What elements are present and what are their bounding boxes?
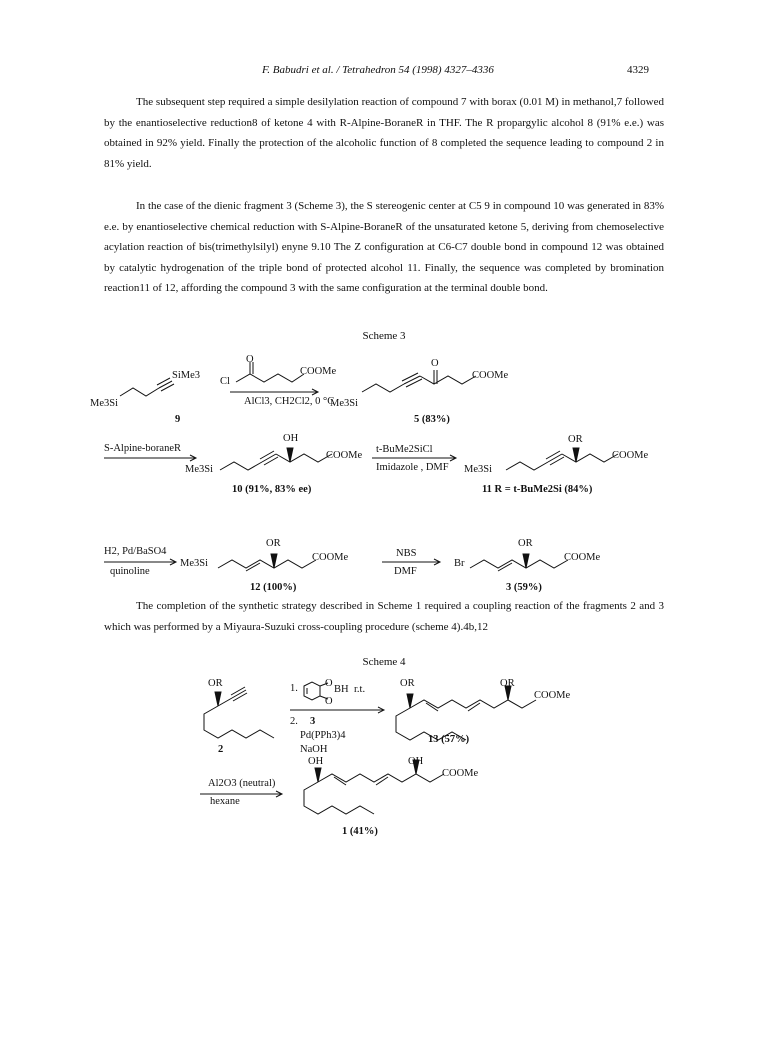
cmpd10-chain: [220, 462, 262, 470]
step1-num: 1.: [290, 683, 298, 694]
cmpd2-or: OR: [208, 678, 223, 689]
compound-11-label: 11 R = t-BuMe2Si (84%): [482, 484, 593, 495]
reagent-s-alpine: S-Alpine-boraneR: [104, 443, 181, 454]
cmpd1-coome: COOMe: [442, 768, 479, 779]
cond-nbs: NBS: [396, 548, 417, 559]
cmpd1-chain: [304, 782, 374, 814]
page-number: 4329: [627, 64, 649, 76]
cmpd3-br: Br: [454, 558, 465, 569]
cmpd12-me3si: Me3Si: [180, 558, 209, 569]
compound-3-label: 3 (59%): [506, 582, 542, 593]
cond-imidazole: Imidazole , DMF: [376, 462, 449, 473]
cond-dmf: DMF: [394, 566, 417, 577]
cmpd11-coome: COOMe: [612, 450, 649, 461]
cmpd3-coome: COOMe: [564, 552, 601, 563]
compound-5-label: 5 (83%): [414, 414, 450, 425]
compound-9-label: 9: [175, 414, 181, 425]
compound-12-label: 12 (100%): [250, 582, 297, 593]
compound-1-label: 1 (41%): [342, 826, 378, 837]
cmpd3-chain: [470, 560, 568, 568]
cmpd1-oh-2: OH: [408, 756, 424, 767]
scheme4-drawing: [0, 670, 768, 910]
cmpd13-or-2: OR: [500, 678, 515, 689]
cmpd9-sime3: SiMe3: [172, 370, 201, 381]
cmpd13-coome: COOMe: [534, 690, 571, 701]
cmpd11-chain: [506, 462, 548, 470]
cmpd9-chain: [120, 388, 159, 396]
cmpd11-me3si: Me3Si: [464, 464, 493, 475]
cmpd1-oh-1: OH: [308, 756, 324, 767]
step2-num: 2.: [290, 716, 298, 727]
cmpd9-triple-a: [159, 381, 172, 388]
cmpd13-or-1: OR: [400, 678, 415, 689]
cond-quinoline: quinoline: [110, 566, 150, 577]
compound-13-label: 13 (57%): [428, 734, 470, 745]
compound-10-label: 10 (91%, 83% ee): [232, 484, 312, 495]
paragraph-desilylation: The subsequent step required a simple desilylation reaction of compound 7 with borax (0.01 M) in methanol,7 followed by the enantioselective reduction8 of ketone 4 with R-Alpine-BoraneR in THF. The R propargylic alcohol 8 (91% e.e.) was obtained in 92% yield. Finally the protection of the alcoholic function of 8 completed the sequence leading to compound 2 in 81% yield.: [104, 96, 664, 170]
step2-pd: Pd(PPh3)4: [300, 730, 346, 741]
scheme4-caption: Scheme 4: [362, 656, 406, 668]
cmpd5-coome: COOMe: [472, 370, 509, 381]
compound-2-label: 2: [218, 744, 224, 755]
paragraph-dienic-fragment: In the case of the dienic fragment 3 (Scheme 3), the S stereogenic center at C5 9 in compound 10 was generated in 83% e.e. by enantioselective chemical reduction with S-Alpine-BoraneR of the unsaturated ketone 5, deriving from chemoselective acylation reaction of bis(trimethylsilyl) enyne 9.10 The Z configuration at C6-C7 double bond in compound 12 was obtained by catalytic hydrogenation of the triple bond of protected alcohol 11. Finally, the sequence was completed by bromination reaction11 of 12, affording the compound 3 with the same configuration at the terminal double bond.: [104, 200, 664, 295]
acyl-coome: COOMe: [300, 366, 337, 377]
final-cond-hexane: hexane: [210, 796, 240, 807]
scheme3-caption: Scheme 3: [362, 330, 406, 342]
cmpd12-or: OR: [266, 538, 281, 549]
acyl-cl: Cl: [220, 376, 230, 387]
cond-h2-pd: H2, Pd/BaSO4: [104, 546, 167, 557]
running-header: [0, 64, 768, 80]
paragraph-coupling: The completion of the synthetic strategy described in Scheme 1 required a coupling reaction of the fragments 2 and 3 which was performed by a Miyaura-Suzuki cross-coupling procedure (scheme 4).4b,12: [104, 600, 664, 633]
acylchloride-chain: [236, 374, 304, 382]
boron-o-top: O: [325, 678, 333, 689]
cmpd10-me3si: Me3Si: [185, 464, 214, 475]
cmpd5-me3si: Me3Si: [330, 398, 359, 409]
final-cond-al2o3: Al2O3 (neutral): [208, 778, 276, 789]
step1-bh: BH: [334, 684, 349, 695]
running-head: F. Babudri et al. / Tetrahedron 54 (1998) 4327–4336: [262, 64, 494, 76]
cond-alcl3: AlCl3, CH2Cl2, 0 °C: [244, 396, 335, 407]
step2-naoh: NaOH: [300, 744, 328, 755]
cmpd10-oh: OH: [283, 433, 299, 444]
cmpd12-coome: COOMe: [312, 552, 349, 563]
cmpd11-or: OR: [568, 434, 583, 445]
cmpd3-or: OR: [518, 538, 533, 549]
boron-o-bottom: O: [325, 696, 333, 707]
step2-compound: 3: [310, 716, 316, 727]
cmpd10-coome: COOMe: [326, 450, 363, 461]
catechol-ring: [304, 682, 320, 700]
acyl-o: O: [246, 354, 254, 365]
cmpd9-me3si: Me3Si: [90, 398, 119, 409]
cmpd2-chain: [204, 706, 274, 738]
cmpd5-chain: [362, 384, 404, 392]
cmpd5-o: O: [431, 358, 439, 369]
cond-tbdms: t-BuMe2SiCl: [376, 444, 433, 455]
step1-rt: r.t.: [354, 684, 366, 695]
cmpd12-chain: [218, 560, 316, 568]
